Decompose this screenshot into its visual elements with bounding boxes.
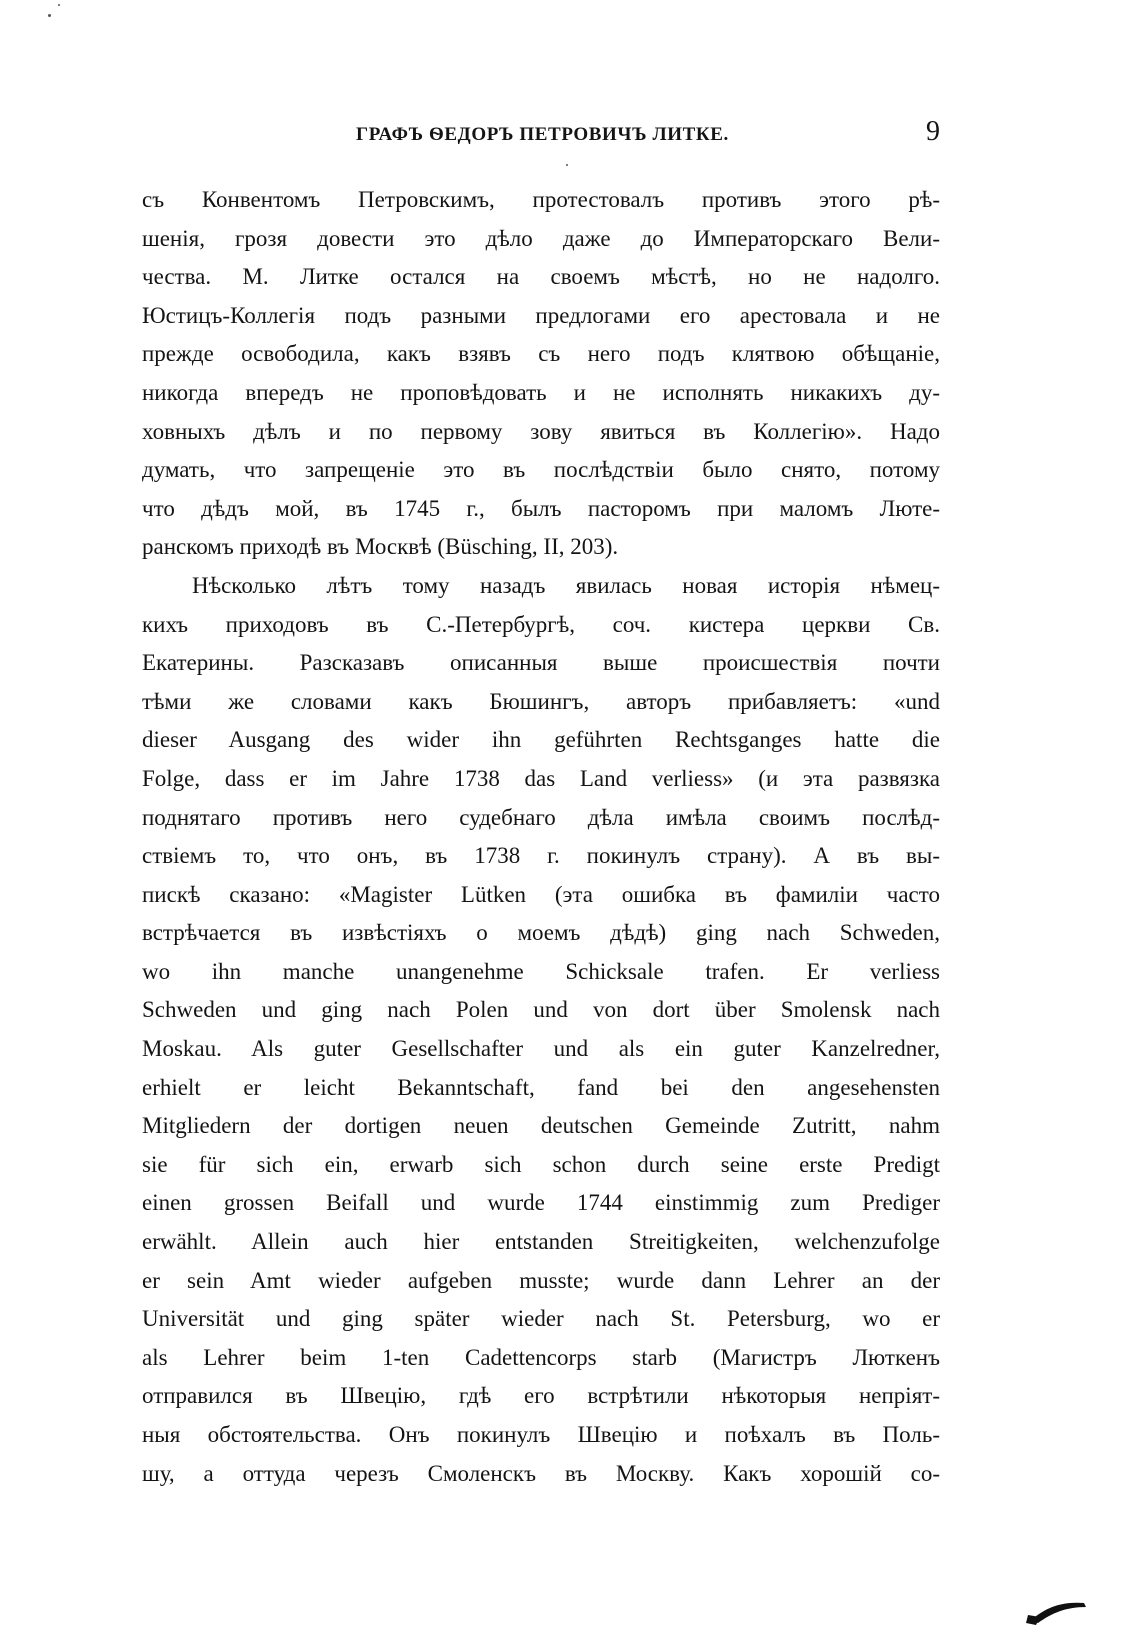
text-line: Moskau. Als guter Gesellschafter und als ein guter Kanzelredner, (142, 1036, 940, 1062)
text-line: Universität und ging später wieder nach St. Petersburg, wo er (142, 1306, 940, 1332)
text-line: sie für sich ein, erwarb sich schon durch seine erste Predigt (142, 1151, 940, 1177)
paragraph (142, 567, 940, 1493)
page-header (142, 116, 940, 152)
text-line: поднятаго противъ него судебнаго дѣла имѣла своимъ послѣд- (142, 804, 940, 830)
corner-mark-icon (1022, 1591, 1092, 1625)
text-line: Schweden und ging nach Polen und von dort über Smolensk nach (142, 997, 940, 1023)
text-line: шу, а оттуда черезъ Смоленскъ въ Москву. Какъ хорошій со- (142, 1460, 940, 1486)
page-number: 9 (926, 116, 940, 147)
text-line: думать, что запрещеніе это въ послѣдствіи было снято, потому (142, 457, 940, 483)
running-head: ГРАФЪ ѲЕДОРЪ ПЕТРОВИЧЪ ЛИТКЕ. (356, 124, 729, 145)
text-line: чества. М. Литке остался на своемъ мѣстѣ, но не надолго. (142, 264, 940, 290)
text-line: встрѣчается въ извѣстіяхъ о моемъ дѣдѣ) ging nach Schweden, (142, 920, 940, 946)
text-line: Mitgliedern der dortigen neuen deutschen Gemeinde Zutritt, nahm (142, 1113, 940, 1139)
text-line: прежде освободила, какъ взявъ съ него подъ клятвою обѣщаніе, (142, 341, 940, 367)
text-line: что дѣдъ мой, въ 1745 г., былъ пасторомъ при маломъ Люте- (142, 495, 940, 521)
text-line: ранскомъ приходѣ въ Москвѣ (Büsching, II, 203). (142, 534, 619, 560)
scan-speck (58, 4, 60, 6)
text-line: einen grossen Beifall und wurde 1744 einstimmig zum Prediger (142, 1190, 940, 1216)
text-line: Юстицъ-Коллегія подъ разными предлогами его арестовала и не (142, 302, 940, 328)
text-line: кихъ приходовъ въ С.-Петербургѣ, соч. кистера церкви Св. (142, 611, 940, 637)
text-line: wo ihn manche unangenehme Schicksale trafen. Er verliess (142, 958, 940, 984)
paragraph (142, 181, 940, 567)
text-line: ховныхъ дѣлъ и по первому зову явиться въ Коллегію». Надо (142, 418, 940, 444)
text-line: шенія, грозя довести это дѣло даже до Императорскаго Вели- (142, 225, 940, 251)
scan-speck (48, 14, 51, 17)
text-line: als Lehrer beim 1-ten Cadettencorps starb (Магистръ Люткенъ (142, 1344, 940, 1370)
text-line: ствіемъ то, что онъ, въ 1738 г. покинулъ страну). А въ вы- (142, 843, 940, 869)
text-line: dieser Ausgang des wider ihn geführten Rechtsganges hatte die (142, 727, 940, 753)
body-text (142, 181, 940, 1493)
text-line: пискѣ сказано: «Magister Lütken (эта ошибка въ фамиліи часто (142, 881, 940, 907)
text-line: съ Конвентомъ Петровскимъ, протестовалъ противъ этого рѣ- (142, 187, 940, 212)
scan-speck (566, 164, 568, 166)
text-line: er sein Amt wieder aufgeben musste; wurde dann Lehrer an der (142, 1267, 940, 1293)
text-line: erwählt. Allein auch hier entstanden Streitigkeiten, welchenzufolge (142, 1229, 940, 1255)
text-line: отправился въ Швецію, гдѣ его встрѣтили нѣкоторыя непріят- (142, 1383, 940, 1409)
text-line: Folge, dass er im Jahre 1738 das Land verliess» (и эта развязка (142, 765, 940, 791)
text-line: erhielt er leicht Bekanntschaft, fand bei den angesehensten (142, 1074, 940, 1100)
text-line: Нѣсколько лѣтъ тому назадъ явилась новая исторія нѣмец- (192, 572, 940, 598)
text-line: никогда впередъ не проповѣдовать и не исполнять никакихъ ду- (142, 379, 940, 405)
text-line: ныя обстоятельства. Онъ покинулъ Швецію и поѣхалъ въ Поль- (142, 1422, 940, 1447)
text-line: тѣми же словами какъ Бюшингъ, авторъ прибавляетъ: «und (142, 688, 940, 714)
text-line: Екатерины. Разсказавъ описанныя выше происшествія почти (142, 650, 940, 676)
